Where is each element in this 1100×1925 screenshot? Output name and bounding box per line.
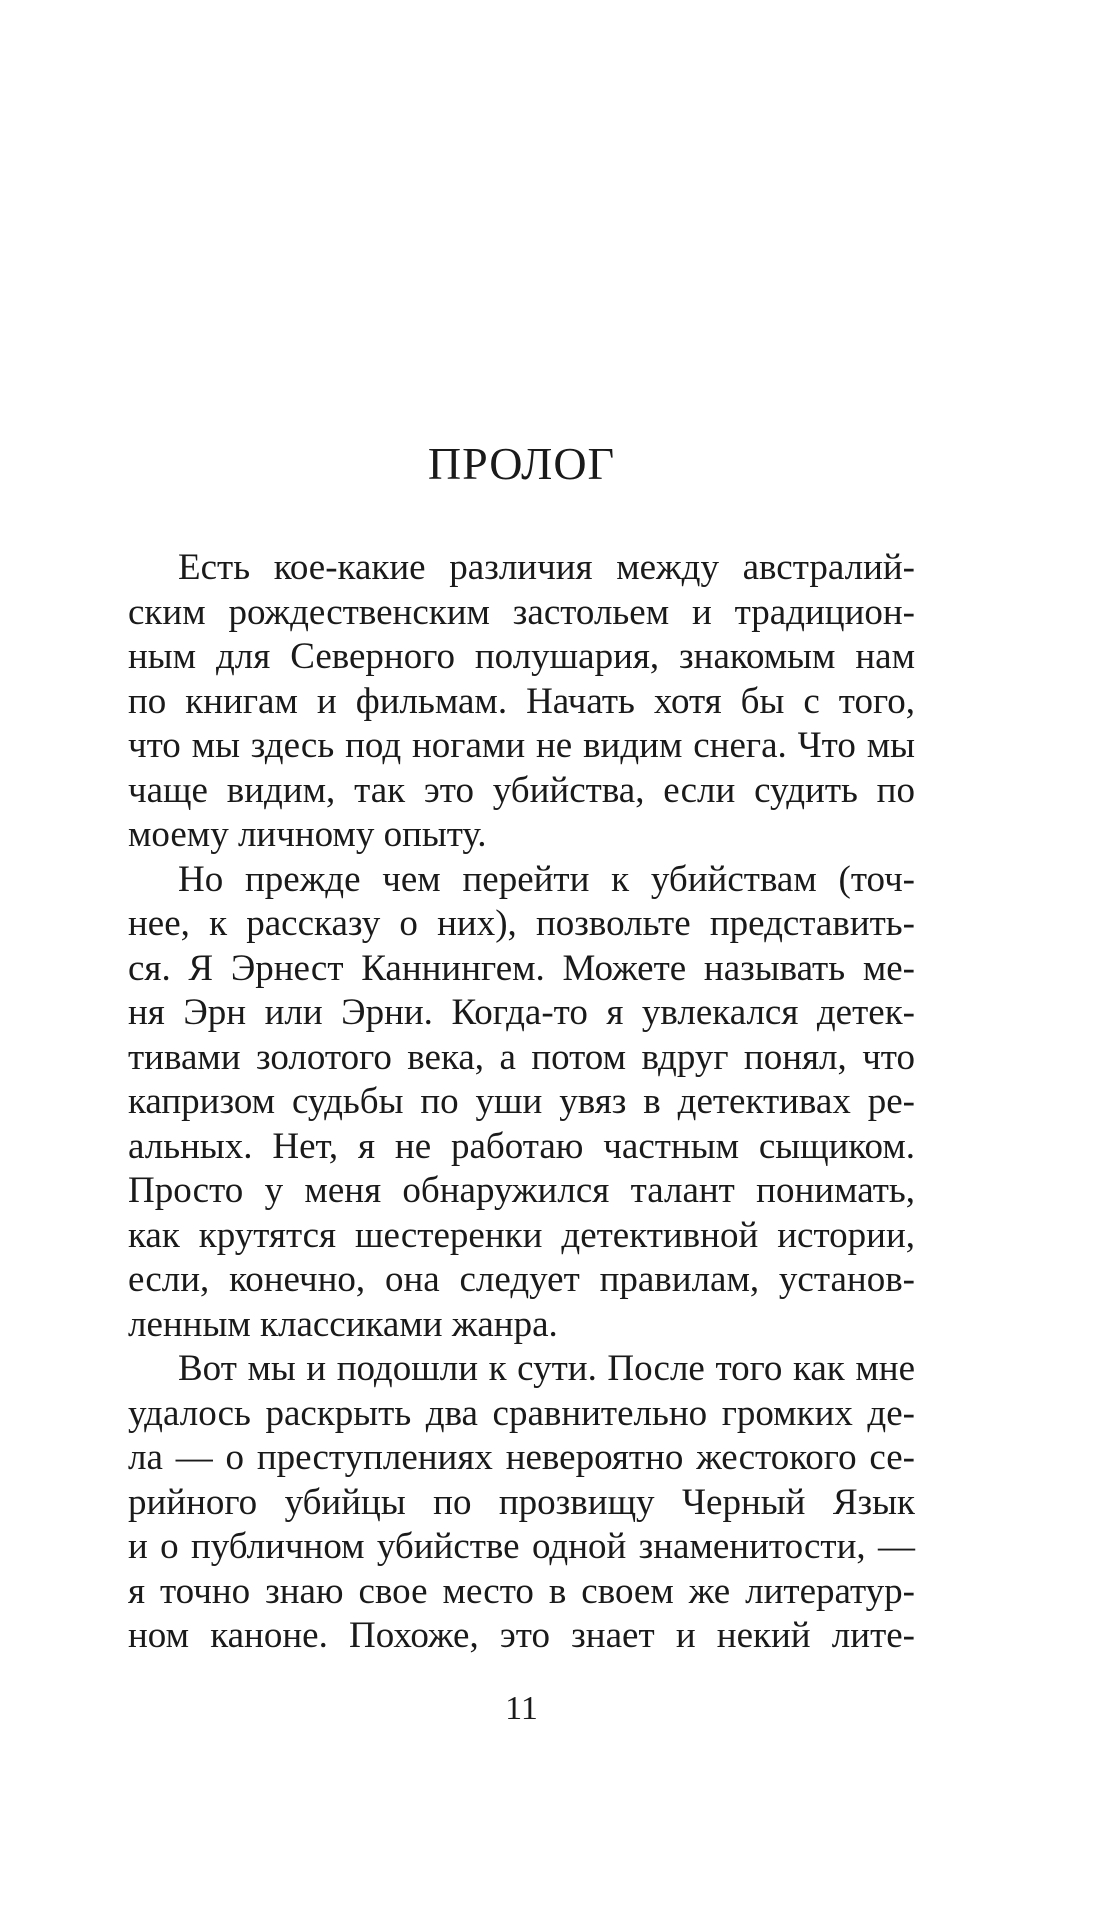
text-line: удалось раскрыть два сравнительно громких де- [128,1392,915,1434]
text-line: моему личному опыту. [128,814,487,855]
text-line: ным для Северного полушария, знакомым нам [128,636,915,677]
chapter-title: ПРОЛОГ [427,438,616,489]
text-line: Просто у меня обнаружился талант понимать, [128,1170,915,1211]
text-line: ся. Я Эрнест Каннингем. Можете называть ме- [128,947,915,989]
text-line: и о публичном убийстве одной знаменитости, — [128,1526,915,1567]
text-line: капризом судьбы по уши увяз в детективах ре- [128,1081,915,1122]
text-line: рийного убийцы по прозвищу Черный Язык [128,1481,915,1523]
text-line: ленным классиками жанра. [128,1303,558,1345]
text-line: ла — о преступлениях невероятно жестокого се- [128,1437,915,1478]
text-line: нее, к рассказу о них), позвольте представить- [128,903,915,944]
paragraph [128,1347,915,1659]
body-text [128,546,915,1659]
text-line: я точно знаю свое место в своем же литератур- [128,1570,915,1612]
text-line: альных. Нет, я не работаю частным сыщиком. [128,1125,915,1167]
text-line: как крутятся шестеренки детективной истории, [128,1214,915,1256]
page-number: 11 [505,1690,538,1727]
paragraph [128,858,915,1348]
paragraph [128,546,915,858]
text-line: ским рождественским застольем и традицион- [128,591,915,633]
text-line: тивами золотого века, а потом вдруг понял, что [128,1036,915,1078]
text-line: Но прежде чем перейти к убийствам (точ- [178,858,915,900]
text-line: если, конечно, она следует правилам, установ- [128,1259,915,1300]
text-line: чаще видим, так это убийства, если судить по [128,769,915,811]
text-line: ном каноне. Похоже, это знает и некий лите- [128,1615,915,1656]
text-line: ня Эрн или Эрни. Когда-то я увлекался детек- [128,992,915,1033]
text-line: что мы здесь под ногами не видим снега. Что мы [128,725,915,766]
text-line: по книгам и фильмам. Начать хотя бы с того, [128,680,915,722]
text-line: Есть кое-какие различия между австралий- [178,547,915,588]
text-line: Вот мы и подошли к сути. После того как мне [178,1348,915,1389]
